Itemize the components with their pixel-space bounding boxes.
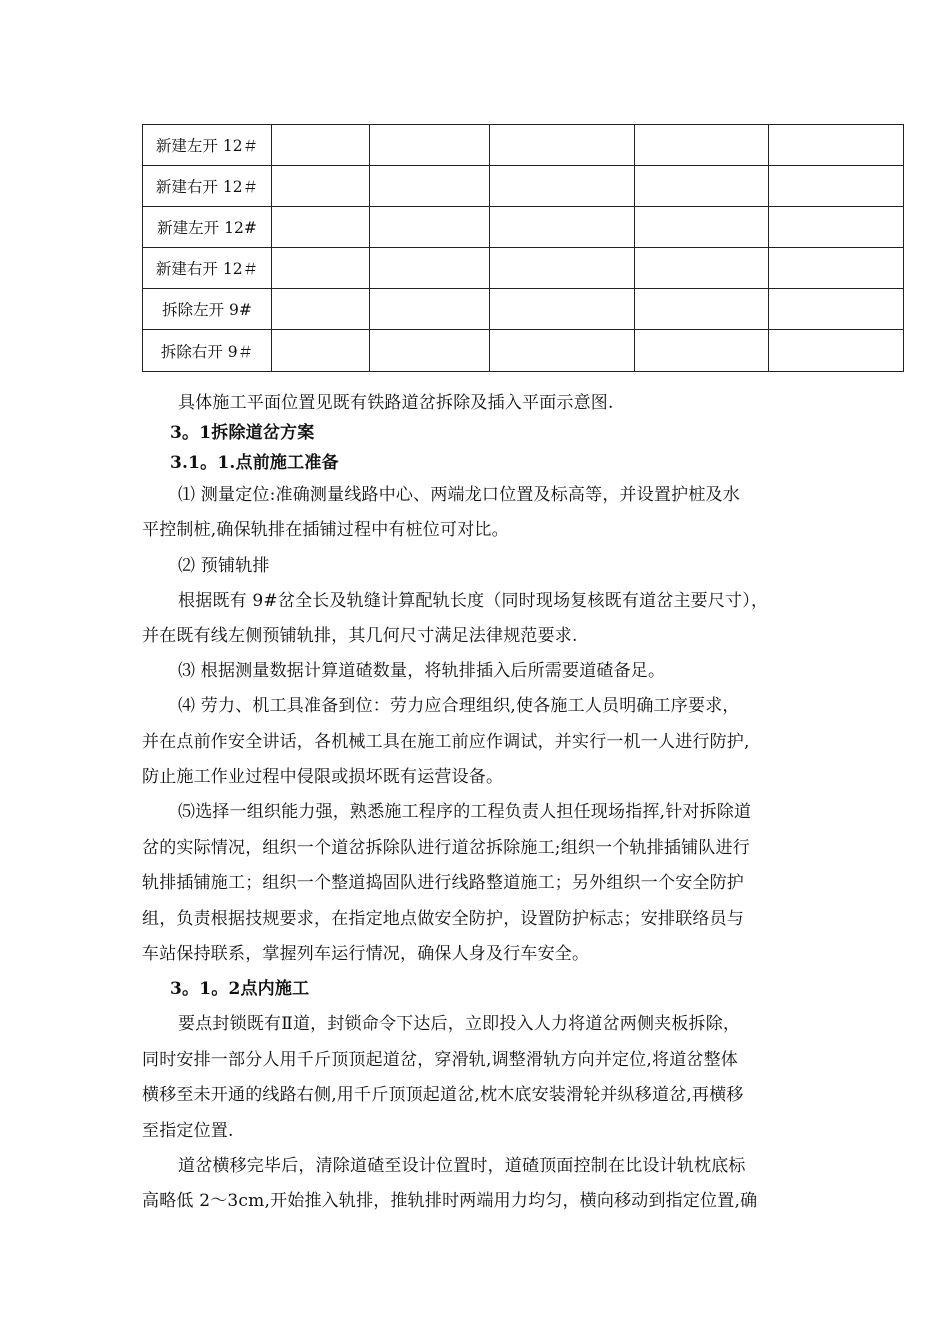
table-cell [272, 125, 370, 166]
table-cell [490, 289, 635, 330]
body-text-line: 根据既有 9#岔全长及轨缝计算配轨长度（同时现场复核既有道岔主要尺寸）， [178, 591, 769, 611]
table-row [143, 166, 904, 207]
table-cell [635, 248, 769, 289]
table-cell [370, 289, 490, 330]
table-cell [490, 166, 635, 207]
table-cell-label: 新建左开 12＃ [143, 125, 272, 166]
table-cell [490, 125, 635, 166]
table-cell [769, 166, 904, 207]
body-text-line: 车站保持联系，掌握列车运行情况，确保人身及行车安全。 [142, 944, 590, 964]
table-cell-label: 新建左开 12# [143, 207, 272, 248]
body-text-line: ⑵ 预铺轨排 [178, 556, 270, 576]
table-cell [272, 330, 370, 372]
subsection-heading: 3。1。2点内施工 [170, 979, 310, 999]
table-cell [272, 248, 370, 289]
table-cell-label: 拆除左开 9# [143, 289, 272, 330]
table-cell [635, 166, 769, 207]
table-row [143, 289, 904, 330]
body-text-line: 至指定位置. [142, 1121, 234, 1141]
table-cell [769, 330, 904, 372]
table-cell [370, 207, 490, 248]
table-cell [490, 207, 635, 248]
body-text-line: 岔的实际情况，组织一个道岔拆除队进行道岔拆除施工;组织一个轨排插铺队进行 [142, 838, 750, 858]
body-text-line: ⑶ 根据测量数据计算道碴数量，将轨排插入后所需要道碴备足。 [178, 661, 666, 681]
body-text-line: 高略低 2～3cm,开始推入轨排，推轨排时两端用力均匀，横向移动到指定位置,确 [142, 1191, 758, 1211]
body-text-line: 并在点前作安全讲话，各机械工具在施工前应作调试，并实行一机一人进行防护, [142, 732, 750, 752]
table-cell [370, 166, 490, 207]
table-cell-label: 拆除右开 9＃ [143, 330, 272, 372]
table-cell [769, 125, 904, 166]
table-cell [370, 248, 490, 289]
section-heading: 3。1拆除道岔方案 [170, 423, 315, 443]
body-text-line: 防止施工作业过程中侵限或损坏既有运营设备。 [142, 767, 504, 787]
table-cell [769, 207, 904, 248]
table-cell [272, 207, 370, 248]
table-row [143, 248, 904, 289]
body-text-line: 并在既有线左侧预铺轨排，其几何尺寸满足法律规范要求. [142, 626, 578, 646]
table-cell [272, 166, 370, 207]
table-cell [769, 248, 904, 289]
table-row [143, 125, 904, 166]
table-cell [635, 330, 769, 372]
table-cell [370, 125, 490, 166]
body-text-line: ⑸选择一组织能力强，熟悉施工程序的工程负责人担任现场指挥,针对拆除道 [178, 802, 752, 822]
table-cell-label: 新建右开 12＃ [143, 248, 272, 289]
body-text-line: 平控制桩,确保轨排在插铺过程中有桩位可对比。 [142, 520, 509, 540]
body-text-line: 轨排插铺施工；组织一个整道捣固队进行线路整道施工；另外组织一个安全防护 [142, 873, 744, 893]
table-row [143, 207, 904, 248]
table-cell [490, 248, 635, 289]
body-text-line: 组，负责根据技规要求，在指定地点做安全防护，设置防护标志；安排联络员与 [142, 909, 744, 929]
table-cell [370, 330, 490, 372]
table-cell [635, 289, 769, 330]
body-text-line: 同时安排一部分人用千斤顶顶起道岔，穿滑轨,调整滑轨方向并定位,将道岔整体 [142, 1050, 739, 1070]
table-row [143, 330, 904, 372]
table-cell [272, 289, 370, 330]
table-cell-label: 新建右开 12＃ [143, 166, 272, 207]
body-text-line: 横移至未开通的线路右侧,用千斤顶顶起道岔,枕木底安装滑轮并纵移道岔,再横移 [142, 1085, 744, 1105]
body-text-line: ⑴ 测量定位:准确测量线路中心、两端龙口位置及标高等，并设置护桩及水 [178, 485, 740, 505]
body-text-line: ⑷ 劳力、机工具准备到位：劳力应合理组织,使各施工人员明确工序要求， [178, 696, 740, 716]
body-text-line: 要点封锁既有Ⅱ道，封锁命令下达后，立即投入人力将道岔两侧夹板拆除， [178, 1014, 741, 1034]
body-text-line: 具体施工平面位置见既有铁路道岔拆除及插入平面示意图. [178, 393, 614, 413]
turnout-table [142, 124, 904, 372]
table-cell [769, 289, 904, 330]
table-cell [635, 125, 769, 166]
table-cell [490, 330, 635, 372]
body-text-line: 道岔横移完毕后，清除道碴至设计位置时，道碴顶面控制在比设计轨枕底标 [178, 1156, 746, 1176]
table-cell [635, 207, 769, 248]
subsection-heading: 3.1。1.点前施工准备 [170, 453, 339, 473]
